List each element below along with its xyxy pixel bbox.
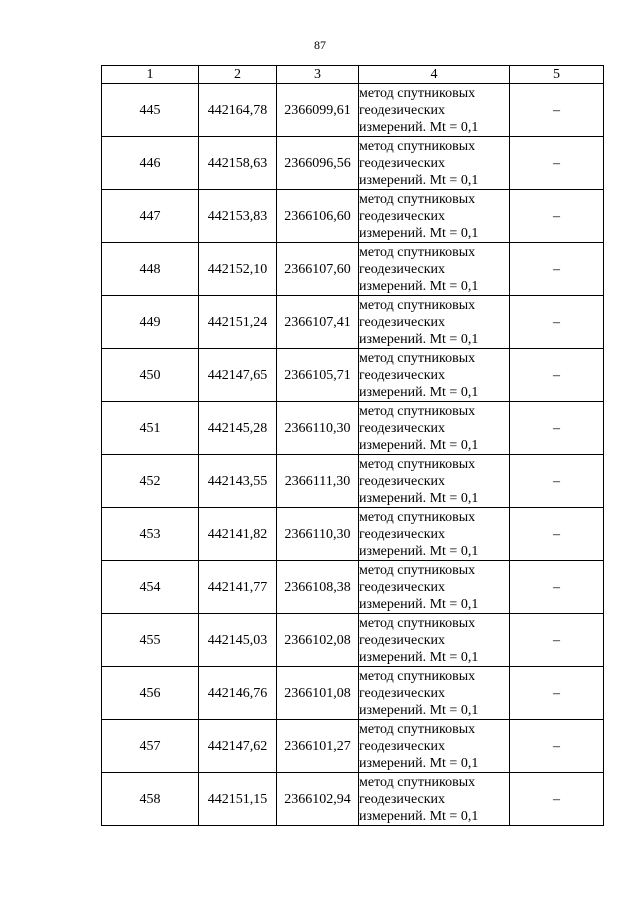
note-cell: – bbox=[510, 190, 604, 243]
point-number-cell: 456 bbox=[102, 667, 199, 720]
method-cell bbox=[359, 614, 510, 667]
y-coordinate-cell: 2366106,60 bbox=[277, 190, 359, 243]
x-coordinate-cell: 442151,24 bbox=[199, 296, 277, 349]
method-line: геодезических bbox=[359, 208, 446, 224]
method-line: метод спутниковых bbox=[359, 85, 476, 101]
method-cell bbox=[359, 508, 510, 561]
method-line: метод спутниковых bbox=[359, 191, 476, 207]
method-line: геодезических bbox=[359, 632, 446, 648]
note-cell: – bbox=[510, 614, 604, 667]
method-cell bbox=[359, 349, 510, 402]
table-header-row bbox=[102, 66, 604, 84]
method-cell bbox=[359, 243, 510, 296]
y-coordinate-cell: 2366101,08 bbox=[277, 667, 359, 720]
method-line: геодезических bbox=[359, 579, 446, 595]
method-cell bbox=[359, 137, 510, 190]
method-line: метод спутниковых bbox=[359, 138, 476, 154]
method-line: измерений. Mt = 0,1 bbox=[359, 119, 479, 135]
method-line: геодезических bbox=[359, 102, 446, 118]
method-cell bbox=[359, 720, 510, 773]
table-row bbox=[102, 455, 604, 508]
method-line: геодезических bbox=[359, 526, 446, 542]
point-number-cell: 450 bbox=[102, 349, 199, 402]
method-line: измерений. Mt = 0,1 bbox=[359, 278, 479, 294]
method-cell bbox=[359, 561, 510, 614]
y-coordinate-cell: 2366107,41 bbox=[277, 296, 359, 349]
table-row bbox=[102, 773, 604, 826]
table-row bbox=[102, 667, 604, 720]
method-line: метод спутниковых bbox=[359, 774, 476, 790]
table-row bbox=[102, 243, 604, 296]
method-cell bbox=[359, 402, 510, 455]
point-number-cell: 457 bbox=[102, 720, 199, 773]
method-line: геодезических bbox=[359, 473, 446, 489]
table-row bbox=[102, 296, 604, 349]
y-coordinate-cell: 2366110,30 bbox=[277, 508, 359, 561]
page-number: 87 bbox=[314, 38, 326, 52]
method-line: геодезических bbox=[359, 155, 446, 171]
x-coordinate-cell: 442152,10 bbox=[199, 243, 277, 296]
y-coordinate-cell: 2366111,30 bbox=[277, 455, 359, 508]
point-number-cell: 452 bbox=[102, 455, 199, 508]
note-cell: – bbox=[510, 561, 604, 614]
table-row bbox=[102, 720, 604, 773]
y-coordinate-cell: 2366110,30 bbox=[277, 402, 359, 455]
point-number-cell: 446 bbox=[102, 137, 199, 190]
method-cell bbox=[359, 296, 510, 349]
note-cell: – bbox=[510, 84, 604, 137]
table-row bbox=[102, 349, 604, 402]
table-row bbox=[102, 137, 604, 190]
column-header-4: 4 bbox=[359, 66, 510, 84]
method-line: геодезических bbox=[359, 314, 446, 330]
method-cell bbox=[359, 773, 510, 826]
method-line: измерений. Mt = 0,1 bbox=[359, 225, 479, 241]
y-coordinate-cell: 2366102,08 bbox=[277, 614, 359, 667]
x-coordinate-cell: 442151,15 bbox=[199, 773, 277, 826]
column-header-3: 3 bbox=[277, 66, 359, 84]
note-cell: – bbox=[510, 720, 604, 773]
point-number-cell: 455 bbox=[102, 614, 199, 667]
point-number-cell: 453 bbox=[102, 508, 199, 561]
method-line: измерений. Mt = 0,1 bbox=[359, 172, 479, 188]
method-line: метод спутниковых bbox=[359, 403, 476, 419]
method-line: метод спутниковых bbox=[359, 456, 476, 472]
x-coordinate-cell: 442158,63 bbox=[199, 137, 277, 190]
point-number-cell: 445 bbox=[102, 84, 199, 137]
method-line: геодезических bbox=[359, 791, 446, 807]
method-line: измерений. Mt = 0,1 bbox=[359, 649, 479, 665]
method-line: геодезических bbox=[359, 738, 446, 754]
method-line: метод спутниковых bbox=[359, 297, 476, 313]
x-coordinate-cell: 442146,76 bbox=[199, 667, 277, 720]
method-line: измерений. Mt = 0,1 bbox=[359, 755, 479, 771]
method-line: геодезических bbox=[359, 261, 446, 277]
x-coordinate-cell: 442145,03 bbox=[199, 614, 277, 667]
point-number-cell: 448 bbox=[102, 243, 199, 296]
table-row bbox=[102, 614, 604, 667]
table-body bbox=[102, 84, 604, 826]
note-cell: – bbox=[510, 243, 604, 296]
method-line: измерений. Mt = 0,1 bbox=[359, 596, 479, 612]
table-row bbox=[102, 190, 604, 243]
x-coordinate-cell: 442164,78 bbox=[199, 84, 277, 137]
note-cell: – bbox=[510, 773, 604, 826]
x-coordinate-cell: 442143,55 bbox=[199, 455, 277, 508]
y-coordinate-cell: 2366099,61 bbox=[277, 84, 359, 137]
y-coordinate-cell: 2366096,56 bbox=[277, 137, 359, 190]
column-header-1: 1 bbox=[102, 66, 199, 84]
y-coordinate-cell: 2366105,71 bbox=[277, 349, 359, 402]
note-cell: – bbox=[510, 137, 604, 190]
method-line: измерений. Mt = 0,1 bbox=[359, 490, 479, 506]
note-cell: – bbox=[510, 402, 604, 455]
x-coordinate-cell: 442147,62 bbox=[199, 720, 277, 773]
note-cell: – bbox=[510, 667, 604, 720]
method-cell bbox=[359, 667, 510, 720]
y-coordinate-cell: 2366107,60 bbox=[277, 243, 359, 296]
method-line: метод спутниковых bbox=[359, 244, 476, 260]
method-line: метод спутниковых bbox=[359, 562, 476, 578]
point-number-cell: 447 bbox=[102, 190, 199, 243]
method-line: геодезических bbox=[359, 685, 446, 701]
y-coordinate-cell: 2366102,94 bbox=[277, 773, 359, 826]
x-coordinate-cell: 442141,77 bbox=[199, 561, 277, 614]
column-header-5: 5 bbox=[510, 66, 604, 84]
table-row bbox=[102, 402, 604, 455]
method-cell bbox=[359, 455, 510, 508]
note-cell: – bbox=[510, 349, 604, 402]
point-number-cell: 451 bbox=[102, 402, 199, 455]
x-coordinate-cell: 442141,82 bbox=[199, 508, 277, 561]
method-line: измерений. Mt = 0,1 bbox=[359, 331, 479, 347]
method-line: метод спутниковых bbox=[359, 350, 476, 366]
note-cell: – bbox=[510, 508, 604, 561]
method-line: измерений. Mt = 0,1 bbox=[359, 384, 479, 400]
method-line: метод спутниковых bbox=[359, 509, 476, 525]
method-line: измерений. Mt = 0,1 bbox=[359, 543, 479, 559]
point-number-cell: 454 bbox=[102, 561, 199, 614]
x-coordinate-cell: 442153,83 bbox=[199, 190, 277, 243]
note-cell: – bbox=[510, 455, 604, 508]
method-line: метод спутниковых bbox=[359, 615, 476, 631]
method-line: измерений. Mt = 0,1 bbox=[359, 702, 479, 718]
method-cell bbox=[359, 190, 510, 243]
note-cell: – bbox=[510, 296, 604, 349]
table-row bbox=[102, 561, 604, 614]
table-row bbox=[102, 84, 604, 137]
table-row bbox=[102, 508, 604, 561]
method-line: геодезических bbox=[359, 420, 446, 436]
method-line: геодезических bbox=[359, 367, 446, 383]
method-line: метод спутниковых bbox=[359, 668, 476, 684]
y-coordinate-cell: 2366108,38 bbox=[277, 561, 359, 614]
x-coordinate-cell: 442147,65 bbox=[199, 349, 277, 402]
method-line: измерений. Mt = 0,1 bbox=[359, 808, 479, 824]
method-line: измерений. Mt = 0,1 bbox=[359, 437, 479, 453]
column-header-2: 2 bbox=[199, 66, 277, 84]
y-coordinate-cell: 2366101,27 bbox=[277, 720, 359, 773]
point-number-cell: 458 bbox=[102, 773, 199, 826]
point-number-cell: 449 bbox=[102, 296, 199, 349]
x-coordinate-cell: 442145,28 bbox=[199, 402, 277, 455]
method-line: метод спутниковых bbox=[359, 721, 476, 737]
coordinates-table bbox=[101, 65, 604, 826]
method-cell bbox=[359, 84, 510, 137]
